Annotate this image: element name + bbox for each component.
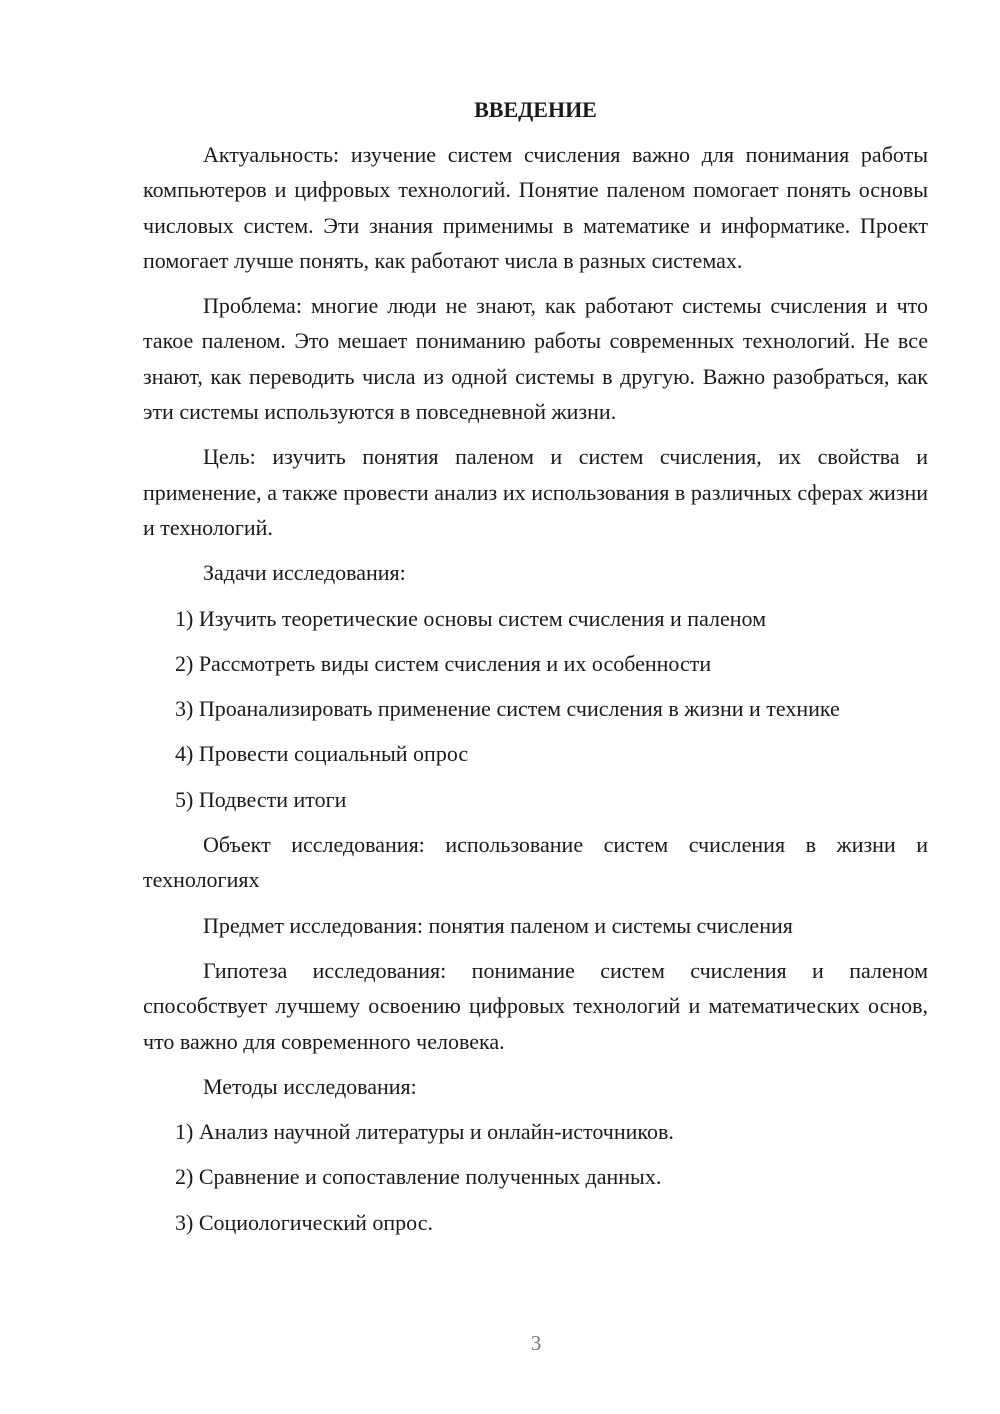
object-paragraph: Объект исследования: использование систем счисления в жизни и технологиях — [143, 832, 928, 893]
problem-paragraph: Проблема: многие люди не знают, как работают системы счисления и что такое паленом. Это мешает пониманию работы современных технологий. Не все знают, как переводить числа из одной системы в другую. Важно разобраться, как эти системы используются в повседневной жизни. — [143, 293, 928, 425]
relevance-paragraph: Актуальность: изучение систем счисления важно для понимания работы компьютеров и цифровых технологий. Понятие паленом помогает понять основы числовых систем. Эти знания применимы в математике и информатике. Проект помогает лучше понять, как работают числа в разных системах. — [143, 142, 928, 273]
list-item: 1) Анализ научной литературы и онлайн-источников. — [175, 1119, 674, 1145]
list-item: 2) Рассмотреть виды систем счисления и их особенности — [175, 650, 712, 676]
tasks-heading: Задачи исследования: — [203, 560, 406, 586]
document-body — [143, 92, 928, 1250]
hypothesis-paragraph: Гипотеза исследования: понимание систем счисления и паленом способствует лучшему освоению цифровых технологий и математических основ, что важно для современного человека. — [143, 957, 928, 1054]
list-item: 4) Провести социальный опрос — [175, 741, 469, 767]
page-number: 3 — [530, 1331, 542, 1355]
section-title: ВВЕДЕНИЕ — [474, 97, 597, 122]
goal-paragraph: Цель: изучить понятия паленом и систем счисления, их свойства и применение, а также провести анализ их использования в различных сферах жизни и технологий. — [143, 444, 928, 540]
methods-heading: Методы исследования: — [203, 1073, 417, 1099]
tasks-list — [143, 601, 928, 817]
subject-paragraph: Предмет исследования: понятия паленом и системы счисления — [203, 912, 793, 938]
list-item: 1) Изучить теоретические основы систем счисления и паленом — [175, 605, 767, 631]
list-item: 5) Подвести итоги — [175, 786, 347, 812]
list-item: 3) Социологический опрос. — [175, 1209, 433, 1235]
methods-list — [143, 1114, 928, 1240]
list-item: 3) Проанализировать применение систем счисления в жизни и технике — [175, 696, 840, 722]
list-item: 2) Сравнение и сопоставление полученных данных. — [175, 1164, 662, 1190]
